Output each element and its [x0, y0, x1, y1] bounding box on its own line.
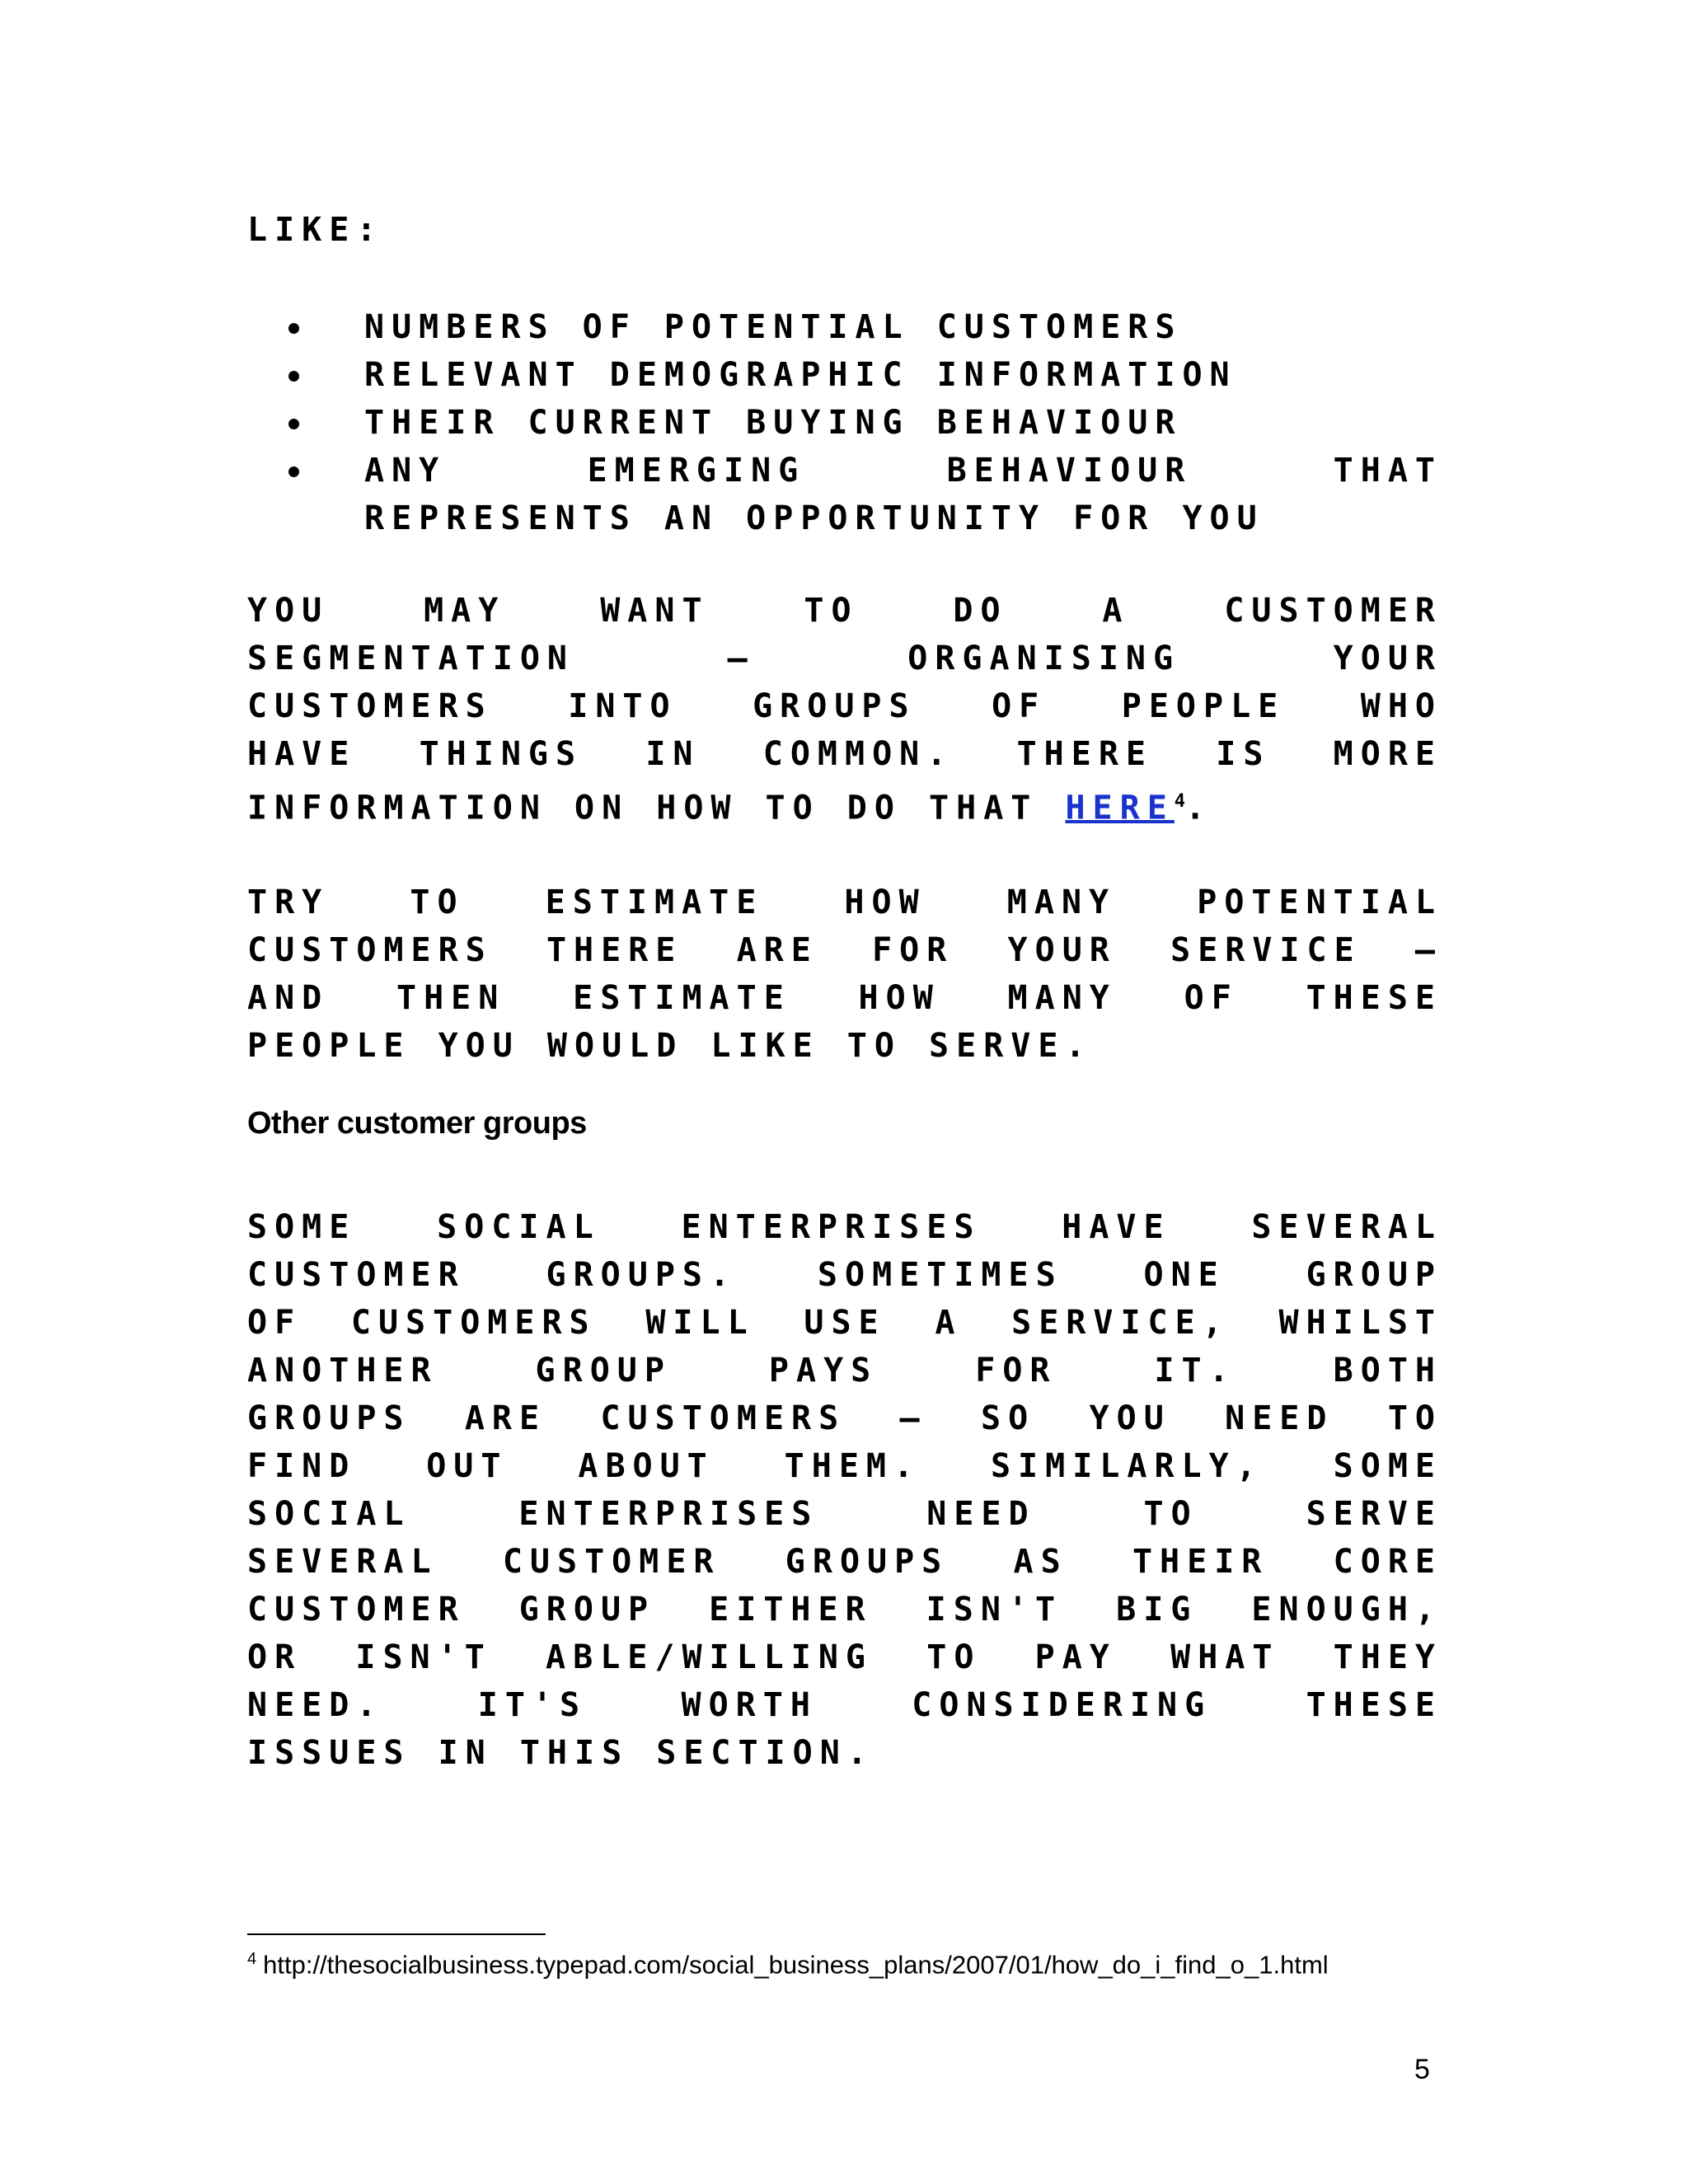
- list-item: [280, 447, 1442, 542]
- text-line: HAVE THINGS IN COMMON. THERE IS MORE: [247, 735, 1442, 773]
- bullet-text: ANY EMERGING BEHAVIOUR THAT: [364, 452, 1442, 490]
- bullet-list: [280, 303, 1442, 542]
- here-link[interactable]: HERE: [1065, 789, 1175, 827]
- intro-text: LIKE:: [247, 211, 384, 249]
- footnote: [247, 1950, 1329, 1980]
- text-line: OR ISN'T ABLE/WILLING TO PAY WHAT THEY: [247, 1638, 1442, 1676]
- paragraph-segmentation: [247, 587, 1442, 832]
- text-line: SEGMENTATION – ORGANISING YOUR: [247, 640, 1442, 677]
- bullet-text: REPRESENTS AN OPPORTUNITY FOR YOU: [364, 499, 1264, 537]
- text-line: OF CUSTOMERS WILL USE A SERVICE, WHILST: [247, 1304, 1442, 1342]
- text-segment: .: [1185, 789, 1213, 827]
- text-line: CUSTOMERS THERE ARE FOR YOUR SERVICE –: [247, 931, 1442, 969]
- text-segment: INFORMATION ON HOW TO DO THAT: [247, 789, 1066, 827]
- text-line: NEED. IT'S WORTH CONSIDERING THESE: [247, 1686, 1442, 1724]
- text-line: SEVERAL CUSTOMER GROUPS AS THEIR CORE: [247, 1543, 1442, 1581]
- section-heading: Other customer groups: [247, 1106, 587, 1141]
- text-line: CUSTOMER GROUP EITHER ISN'T BIG ENOUGH,: [247, 1591, 1442, 1629]
- list-item: [280, 303, 1442, 351]
- text-line: ANOTHER GROUP PAYS FOR IT. BOTH: [247, 1352, 1442, 1390]
- paragraph-customer-groups: [247, 1203, 1442, 1777]
- list-item: [280, 399, 1442, 447]
- list-item: [280, 351, 1442, 399]
- bullet-text: THEIR CURRENT BUYING BEHAVIOUR: [364, 404, 1183, 442]
- text-line: TRY TO ESTIMATE HOW MANY POTENTIAL: [247, 883, 1442, 921]
- text-line: CUSTOMERS INTO GROUPS OF PEOPLE WHO: [247, 687, 1442, 725]
- bullet-text: RELEVANT DEMOGRAPHIC INFORMATION: [364, 356, 1237, 394]
- footnote-divider: [247, 1933, 546, 1935]
- text-line: AND THEN ESTIMATE HOW MANY OF THESE: [247, 979, 1442, 1017]
- text-line: SOME SOCIAL ENTERPRISES HAVE SEVERAL: [247, 1208, 1442, 1246]
- footnote-reference: 4: [1174, 791, 1186, 812]
- text-line: CUSTOMER GROUPS. SOMETIMES ONE GROUP: [247, 1256, 1442, 1294]
- footnote-url[interactable]: http://thesocialbusiness.typepad.com/social_business_plans/2007/01/how_do_i_find_o_1.html: [263, 1950, 1329, 1980]
- text-line: [247, 778, 1442, 832]
- page-number: 5: [1414, 2054, 1430, 2085]
- text-line: FIND OUT ABOUT THEM. SIMILARLY, SOME: [247, 1447, 1442, 1485]
- text-line: SOCIAL ENTERPRISES NEED TO SERVE: [247, 1495, 1442, 1533]
- text-line: GROUPS ARE CUSTOMERS – SO YOU NEED TO: [247, 1399, 1442, 1437]
- paragraph-estimate: [247, 879, 1442, 1070]
- text-line: PEOPLE YOU WOULD LIKE TO SERVE.: [247, 1027, 1093, 1065]
- text-line: YOU MAY WANT TO DO A CUSTOMER: [247, 592, 1442, 630]
- text-line: ISSUES IN THIS SECTION.: [247, 1734, 874, 1772]
- footnote-number: 4: [247, 1950, 257, 1968]
- bullet-text: NUMBERS OF POTENTIAL CUSTOMERS: [364, 308, 1183, 346]
